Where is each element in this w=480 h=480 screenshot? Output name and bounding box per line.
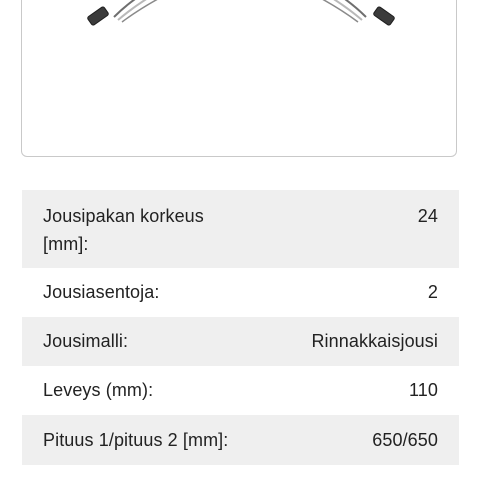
spec-row-width [22,366,459,415]
product-image-card [21,0,457,157]
spec-label: Jousipakan korkeus [mm]: [43,206,204,254]
spec-row-spring-positions [22,268,459,317]
spec-table [22,190,459,465]
spec-label: Jousiasentoja: [43,282,160,302]
spring-pack-illustration-icon [22,0,457,157]
spec-row-length [22,415,459,465]
spec-label: Jousimalli: [43,331,129,351]
spec-value: 650/650 [372,430,438,450]
spec-value: 24 [417,206,438,226]
spec-label: Leveys (mm): [43,380,154,400]
spec-value: 2 [427,282,438,302]
spec-label: Pituus 1/pituus 2 [mm]: [43,430,229,450]
spec-value: Rinnakkaisjousi [311,331,438,351]
spec-value: 110 [409,380,438,400]
spec-row-spring-model [22,317,459,366]
spec-row-spring-pack-height [22,190,459,268]
